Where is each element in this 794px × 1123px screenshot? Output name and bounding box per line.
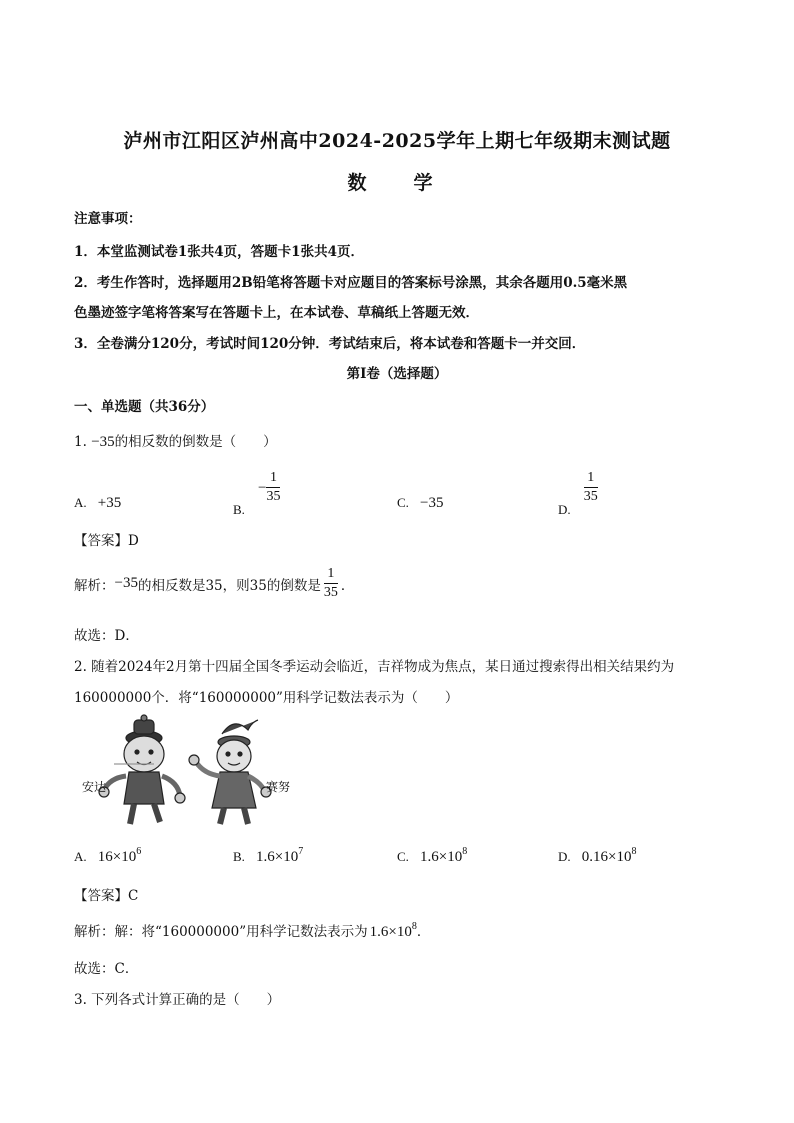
q2-answer: 【答案】C bbox=[74, 888, 139, 904]
option-value bbox=[97, 846, 142, 865]
mascot-image bbox=[74, 712, 304, 828]
fraction-numerator: 1 bbox=[587, 470, 595, 485]
option-value bbox=[420, 846, 468, 865]
sci-base: 1.6×10 bbox=[420, 849, 463, 865]
fraction-numerator: 1 bbox=[327, 566, 335, 581]
option-letter: D. bbox=[558, 849, 571, 864]
mascot-right-label: 赛努 bbox=[266, 780, 291, 794]
q1-option-a bbox=[74, 492, 121, 512]
option-value: +35 bbox=[97, 495, 122, 511]
analysis-text: 的相反数是35，则35的倒数是 bbox=[137, 577, 321, 594]
question-text: 的相反数的倒数是（ ） bbox=[114, 434, 277, 450]
q1-answer: 【答案】D bbox=[74, 533, 139, 549]
fraction-denominator: 35 bbox=[266, 489, 281, 504]
math-expression bbox=[369, 921, 417, 940]
option-letter: B. bbox=[233, 502, 245, 517]
q1-option-d bbox=[558, 470, 598, 518]
mascot-anda bbox=[99, 715, 185, 824]
option-letter: A. bbox=[74, 495, 87, 510]
option-letter: C. bbox=[397, 849, 409, 864]
sci-exponent: 6 bbox=[136, 846, 142, 857]
q2-option-b bbox=[233, 846, 303, 866]
question-number: 1. bbox=[74, 434, 87, 450]
q2-choice: 故选：C． bbox=[74, 961, 139, 977]
fraction-denominator: 35 bbox=[583, 489, 598, 504]
note-item-2-line-2: 色墨迹签字笔将答案写在答题卡上，在本试卷、草稿纸上答题无效． bbox=[74, 305, 479, 321]
q2-analysis bbox=[74, 920, 430, 941]
sci-base: 0.16×10 bbox=[581, 849, 632, 865]
option-value bbox=[256, 846, 304, 865]
option-value bbox=[581, 846, 637, 865]
analysis-label: 解析： bbox=[74, 577, 115, 594]
volume-heading: 第Ⅰ卷（选择题） bbox=[346, 366, 448, 382]
sci-exponent: 8 bbox=[411, 921, 417, 932]
note-item-1: 1．本堂监测试卷1张共4页，答题卡1张共4页． bbox=[74, 244, 364, 260]
q1-option-c bbox=[397, 492, 443, 512]
q2-option-a bbox=[74, 846, 141, 866]
q2-option-c bbox=[397, 846, 467, 866]
question-1-stem bbox=[74, 430, 277, 451]
fraction bbox=[324, 566, 338, 601]
option-letter: D. bbox=[558, 502, 571, 517]
q1-choice: 故选：D． bbox=[74, 628, 139, 644]
mascot-illustration bbox=[74, 712, 304, 828]
sci-exponent: 8 bbox=[462, 846, 468, 857]
sci-exponent: 8 bbox=[631, 846, 637, 857]
question-3-stem: 3. 下列各式计算正确的是（ ） bbox=[74, 992, 281, 1008]
sci-base: 1.6×10 bbox=[256, 849, 299, 865]
option-value: −35 bbox=[420, 495, 444, 511]
option-letter: A. bbox=[74, 849, 87, 864]
fraction bbox=[584, 470, 598, 505]
mascot-left-label: 安达 bbox=[82, 780, 107, 794]
fraction bbox=[266, 470, 280, 505]
mascot-sainu bbox=[189, 720, 271, 824]
analysis-end: ． bbox=[416, 924, 431, 940]
question-2-line-2: 160000000个．将“160000000”用科学记数法表示为（ ） bbox=[74, 690, 459, 706]
option-letter: B. bbox=[233, 849, 245, 864]
note-item-3: 3．全卷满分120分，考试时间120分钟．考试结束后，将本试卷和答题卡一并交回． bbox=[74, 336, 586, 352]
analysis-end: ． bbox=[340, 577, 355, 594]
sci-base: 1.6×10 bbox=[369, 924, 412, 940]
q1-analysis bbox=[74, 566, 354, 601]
fraction-denominator: 35 bbox=[323, 585, 338, 600]
part-heading: 一、单选题（共36分） bbox=[74, 399, 215, 415]
sci-exponent: 7 bbox=[298, 846, 304, 857]
math-expression: −35 bbox=[114, 575, 138, 591]
notes-heading: 注意事项： bbox=[74, 211, 142, 227]
question-2-line-1: 2. 随着2024年2月第十四届全国冬季运动会临近，吉祥物成为焦点，某日通过搜索得出相关结果约为 bbox=[74, 659, 675, 675]
q2-option-d bbox=[558, 846, 636, 866]
exam-title: 泸州市江阳区泸州高中2024-2025学年上期七年级期末测试题 bbox=[123, 130, 671, 152]
math-expression: −35 bbox=[91, 434, 115, 450]
note-item-2-line-1: 2．考生作答时，选择题用2B铅笔将答题卡对应题目的答案标号涂黑，其余各题用0.5毫米黑 bbox=[74, 275, 628, 291]
analysis-text: 解析：解：将“160000000”用科学记数法表示为 bbox=[74, 924, 368, 940]
fraction-numerator: 1 bbox=[269, 470, 277, 485]
option-letter: C. bbox=[397, 495, 409, 510]
subject-title: 数 学 bbox=[347, 172, 447, 194]
q1-option-b bbox=[233, 470, 280, 518]
sci-base: 16×10 bbox=[97, 849, 137, 865]
option-sign: − bbox=[258, 480, 267, 496]
